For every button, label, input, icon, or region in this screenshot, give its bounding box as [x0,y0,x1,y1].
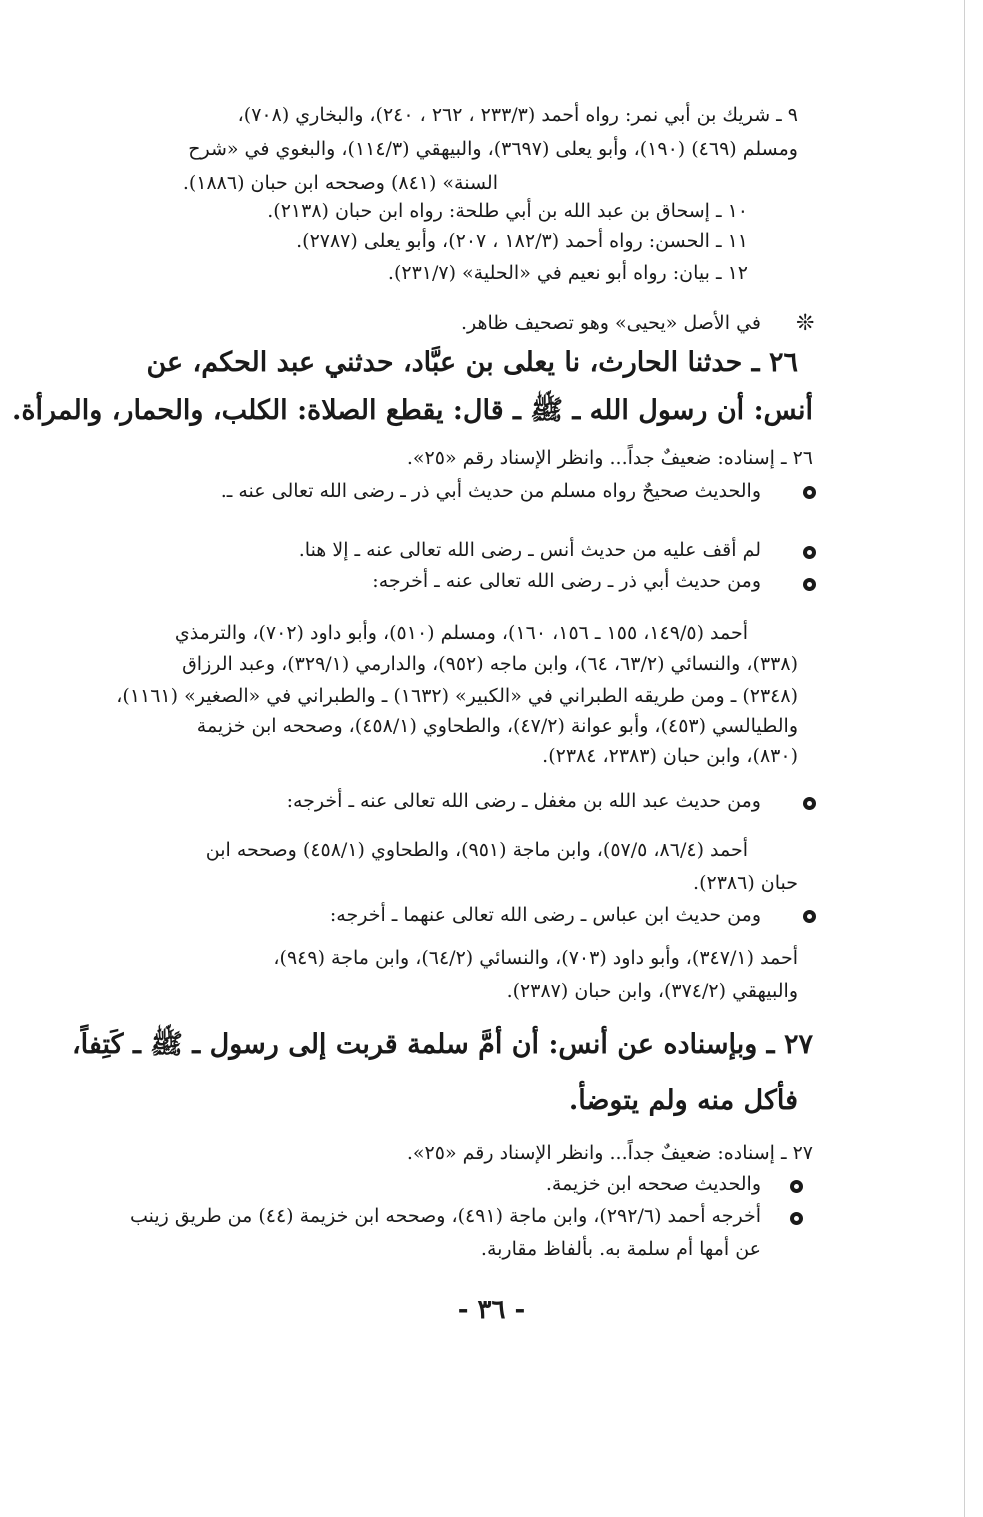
bullet-icon [803,486,816,499]
text-line: أخرجه أحمد (٢٩٢/٦)، وابن ماجة (٤٩١)، وصححه ابن خزيمة (٤٤) من طريق زينب [129,1205,761,1227]
text-line: ١٠ ـ إسحاق بن عبد الله بن أبي طلحة: رواه ابن حبان (٢١٣٨). [267,200,748,222]
text-line: (٣٣٨)، والنسائي (٦٣/٢، ٦٤)، وابن ماجه (٩٥٢)، والدارمي (٣٢٩/١)، وعبد الرزاق [182,653,798,675]
text-line: عن أمها أم سلمة به. بألفاظ مقاربة. [480,1238,761,1260]
text-line: ١٢ ـ بيان: رواه أبو نعيم في «الحلية» (٢٣١/٧). [387,262,748,284]
text-line: ١١ ـ الحسن: رواه أحمد (١٨٢/٣ ، ٢٠٧)، وأبو يعلى (٢٧٨٧). [296,230,748,252]
text-line: أحمد (٣٤٧/١)، وأبو داود (٧٠٣)، والنسائي (٦٤/٢)، وابن ماجة (٩٤٩)، [273,947,798,969]
text-line: حبان (٢٣٨٦). [693,872,798,894]
text-line: ٢٦ ـ إسناده: ضعيفٌ جداً... وانظر الإسناد رقم «٢٥». [406,447,813,469]
scan-edge [964,0,965,1517]
asterisk-icon: ❊ [796,311,815,336]
text-line: والحديث صحيحٌ رواه مسلم من حديث أبي ذر ـ رضى الله تعالى عنه ـ. [220,480,761,502]
hadith-text: أنس: أن رسول الله ـ ﷺ ـ قال: يقطع الصلاة: الكلب، والحمار، والمرأة. [11,395,813,426]
bullet-icon [803,797,816,810]
text-line: السنة» (٨٤١) وصححه ابن حبان (١٨٨٦). [182,172,498,194]
hadith-text: فأكل منه ولم يتوضأ. [568,1085,798,1116]
text-line: ومن حديث ابن عباس ـ رضى الله تعالى عنهما ـ أخرجه: [329,904,761,926]
text-line: ٩ ـ شريك بن أبي نمر: رواه أحمد (٢٣٣/٣ ، ٢٦٢ ، ٢٤٠)، والبخاري (٧٠٨)، [237,104,798,126]
text-line: أحمد (٨٦/٤، ٥٧/٥)، وابن ماجة (٩٥١)، والطحاوي (٤٥٨/١) وصححه ابن [205,839,748,861]
text-line: والحديث صححه ابن خزيمة. [545,1173,761,1195]
text-line: والطيالسي (٤٥٣)، وأبو عوانة (٤٧/٢)، والطحاوي (٤٥٨/١)، وصححه ابن خزيمة [196,715,798,737]
text-line: والبيهقي (٣٧٤/٢)، وابن حبان (٢٣٨٧). [506,980,798,1002]
bullet-icon [803,546,816,559]
bullet-icon [803,910,816,923]
text-line: أحمد (١٤٩/٥، ١٥٥ ـ ١٥٦، ١٦٠)، ومسلم (٥١٠)، وأبو داود (٧٠٢)، والترمذي [174,622,748,644]
text-line: ٢٧ ـ إسناده: ضعيفٌ جداً... وانظر الإسناد رقم «٢٥». [406,1142,813,1164]
page-number: - ٣٦ - [457,1295,526,1325]
bullet-icon [803,578,816,591]
text-line: ومن حديث عبد الله بن مغفل ـ رضى الله تعالى عنه ـ أخرجه: [286,790,761,812]
text-line: (٨٣٠)، وابن حبان (٢٣٨٣، ٢٣٨٤). [542,745,798,767]
text-line: (٢٣٤٨) ـ ومن طريقه الطبراني في «الكبير» (١٦٣٢) ـ والطبراني في «الصغير» (١١٦١)، [116,685,798,707]
text-line: ومن حديث أبي ذر ـ رضى الله تعالى عنه ـ أخرجه: [372,570,761,592]
text-line: في الأصل «يحيى» وهو تصحيف ظاهر. [460,312,761,334]
hadith-text: ٢٦ ـ حدثنا الحارث، نا يعلى بن عبَّاد، حدثني عبد الحكم، عن [146,347,798,378]
hadith-text: ٢٧ ـ وبإسناده عن أنس: أن أمَّ سلمة قربت إلى رسول ـ ﷺ ـ كَتِفاً، [71,1029,813,1060]
text-line: لم أقف عليه من حديث أنس ـ رضى الله تعالى عنه ـ إلا هنا. [298,539,761,561]
text-line: ومسلم (٤٦٩) (١٩٠)، وأبو يعلى (٣٦٩٧)، والبيهقي (١١٤/٣)، والبغوي في «شرح [188,138,798,160]
bullet-icon [790,1212,803,1225]
bullet-icon [790,1180,803,1193]
